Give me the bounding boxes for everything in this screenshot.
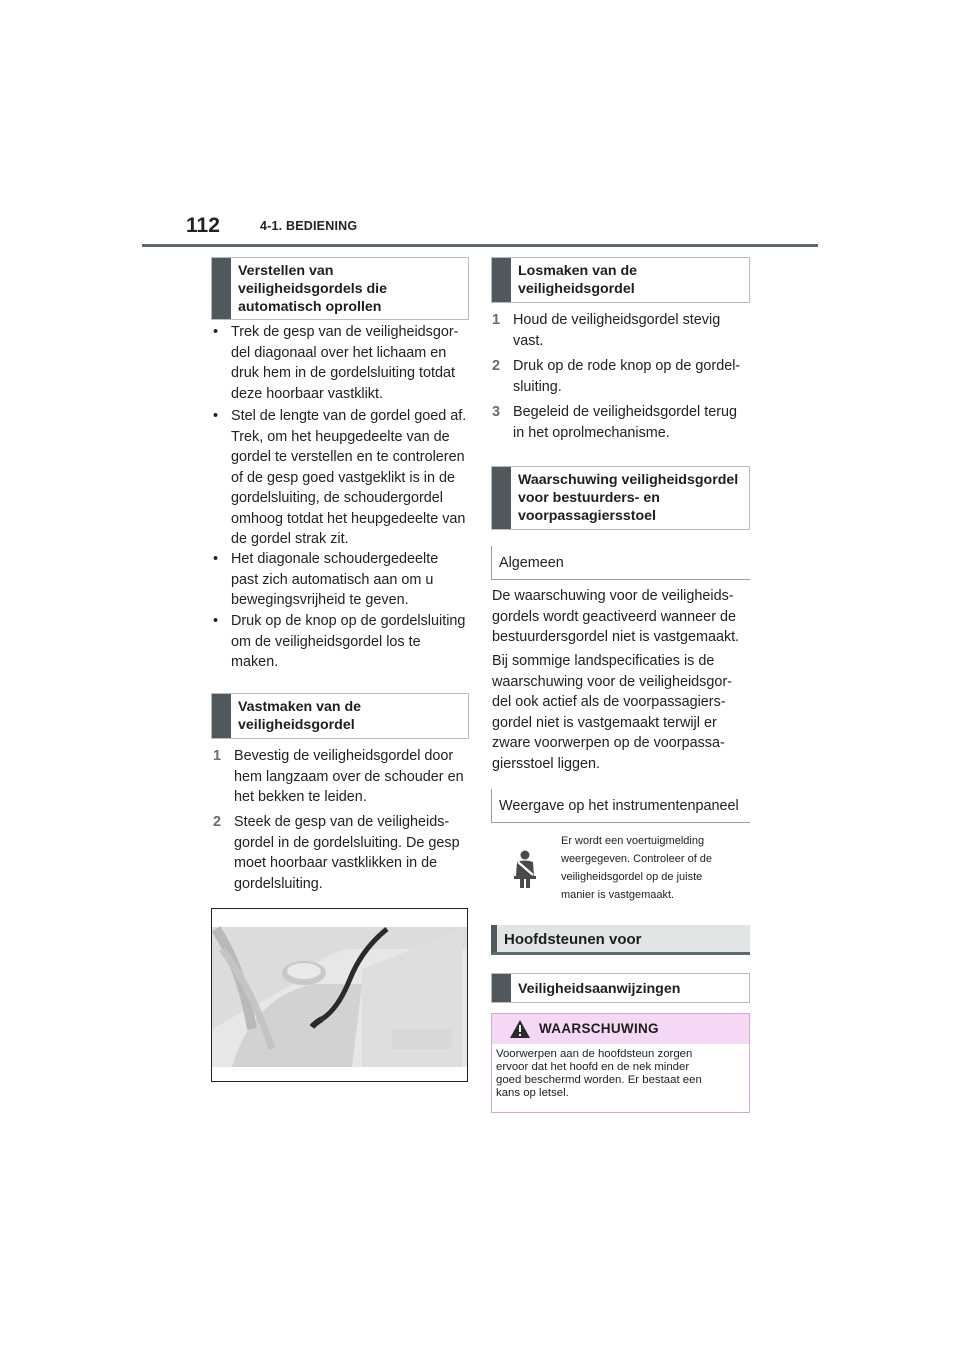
heading-belt-warning: [491, 466, 750, 530]
heading-line: automatisch oprollen: [238, 299, 382, 315]
heading-line: Vastmaken van de: [238, 699, 362, 715]
bullet-line: Stel de lengte van de gordel goed af.: [231, 408, 467, 424]
paragraph: [492, 586, 750, 648]
heading-release-belt: [491, 257, 750, 303]
warning-line: Voorwerpen aan de hoofdsteun zorgen: [496, 1048, 693, 1060]
heading-accent-bar: [492, 974, 511, 1002]
heading-line: veiligheidsgordel: [238, 717, 355, 733]
step-line: hem langzaam over de schouder en: [234, 768, 464, 785]
paragraph-line: Bij sommige landspecificaties is de: [492, 653, 715, 669]
header-divider: [142, 244, 818, 247]
step-line: in het oprolmechanisme.: [513, 424, 670, 441]
heading-safety-instructions: [491, 973, 750, 1003]
step-number: 1: [492, 312, 501, 328]
step-number: 3: [492, 404, 501, 420]
warning-line: kans op letsel.: [496, 1087, 569, 1099]
indicator-line: manier is vastgemaakt.: [561, 889, 675, 901]
heading-accent-bar: [492, 467, 511, 529]
paragraph-line: De waarschuwing voor de veiligheids-: [492, 588, 734, 604]
page-number: 112: [186, 214, 220, 237]
heading-line: Waarschuwing veiligheidsgordel: [518, 472, 739, 488]
bullet-line: Druk op de knop op de gordelsluiting: [231, 613, 466, 629]
section-title: 4-1. BEDIENING: [260, 219, 358, 233]
paragraph-line: waarschuwing voor de veiligheidsgor-: [492, 673, 732, 690]
heading-fasten-belt: [211, 693, 469, 739]
warning-header: [492, 1014, 749, 1044]
indicator-line: Er wordt een voertuigmelding: [561, 835, 705, 847]
step-line: moet hoorbaar vastklikken in de: [234, 855, 438, 871]
warning-triangle-icon: [509, 1019, 531, 1039]
warning-title: WAARSCHUWING: [539, 1021, 659, 1036]
step-line: het bekken te leiden.: [234, 789, 367, 805]
subheading-text: Algemeen: [499, 555, 564, 571]
heading-line: voor bestuurders- en: [518, 490, 660, 506]
paragraph-line: gordel niet is vastgemaakt terwijl er: [492, 714, 717, 731]
step-line: gordelsluiting.: [234, 875, 323, 892]
subheading-general: [491, 546, 750, 580]
step-line: sluiting.: [513, 378, 562, 395]
indicator-line: veiligheidsgordel op de juiste: [561, 871, 703, 883]
heading-line: veiligheidsgordels die: [238, 281, 388, 297]
step-line: Begeleid de veiligheidsgordel terug: [513, 404, 738, 420]
step-line: Steek de gesp van de veiligheids-: [234, 814, 450, 830]
bullet-line: de gordel strak zit.: [231, 531, 349, 547]
bullet-line: Trek de gesp van de veiligheidsgor-: [231, 324, 459, 340]
bullet-line: gordelsluiting, de schoudergordel: [231, 490, 444, 506]
heading-text: Veiligheidsaanwijzingen: [518, 981, 681, 997]
paragraph-line: bestuurdersgordel niet is vastgemaakt.: [492, 629, 740, 645]
heading-accent-bar: [212, 694, 231, 738]
indicator-line: weergegeven. Controleer of de: [561, 853, 713, 865]
heading-accent-bar: [491, 925, 497, 952]
seatbelt-warning-icon: [510, 850, 540, 890]
step-line: gordel in de gordelsluiting. De gesp: [234, 834, 460, 851]
heading-line: voorpassagiersstoel: [518, 508, 656, 524]
heading-line: Losmaken van de: [518, 263, 638, 279]
step-line: vast.: [513, 332, 544, 349]
step-line: Druk op de rode knop op de gordel-: [513, 358, 741, 374]
bullet-line: druk hem in de gordelsluiting totdat: [231, 365, 455, 381]
subheading-text: Weergave op het instrumentenpaneel: [499, 798, 739, 814]
seatbelt-illustration-drawing: [212, 909, 467, 1081]
paragraph: [492, 651, 750, 774]
bullet-line: gordel te verstellen en te controleren: [231, 449, 465, 465]
warning-callout: [491, 1013, 750, 1113]
paragraph-line: giersstoel liggen.: [492, 755, 600, 772]
bullet-line: del diagonaal over het lichaam en: [231, 344, 447, 361]
heading-accent-bar: [492, 258, 511, 302]
heading-line: Verstellen van: [238, 263, 334, 279]
warning-body: [496, 1048, 745, 1100]
bullet-line: Trek, om het heupgedeelte van de: [231, 428, 450, 445]
bullet-line: omhoog totdat het heupgedeelte van: [231, 510, 466, 527]
bullet-line: maken.: [231, 654, 279, 670]
step-number: 1: [213, 748, 222, 764]
bullet-line: past zich automatisch aan om u: [231, 571, 434, 588]
bullet-line: om de veiligheidsgordel los te: [231, 633, 421, 650]
heading-text: Hoofdsteunen voor: [504, 931, 642, 948]
step-number: 2: [213, 814, 222, 830]
heading-adjust-belts: [211, 257, 469, 320]
warning-line: ervoor dat het hoofd en de nek minder: [496, 1061, 690, 1073]
bullet-line: bewegingsvrijheid te geven.: [231, 592, 409, 608]
seatbelt-illustration: [211, 908, 468, 1082]
paragraph-line: del ook actief als de voorpassagiers-: [492, 694, 726, 710]
indicator-description: [561, 832, 751, 904]
warning-line: goed beschermd worden. Er bestaat een: [496, 1074, 702, 1086]
paragraph-line: gordels wordt geactiveerd wanneer de: [492, 608, 736, 625]
step-number: 2: [492, 358, 501, 374]
step-line: Bevestig de veiligheidsgordel door: [234, 748, 454, 764]
bullet-line: of de gesp goed vastgeklikt is in de: [231, 469, 455, 486]
paragraph-line: zware voorwerpen op de voorpassa-: [492, 735, 725, 751]
bullet-line: deze hoorbaar vastklikt.: [231, 385, 383, 402]
heading-accent-bar: [212, 258, 231, 319]
heading-line: veiligheidsgordel: [518, 281, 635, 297]
heading-headrests-front: [491, 925, 750, 955]
bullet-line: Het diagonale schoudergedeelte: [231, 551, 439, 567]
step-line: Houd de veiligheidsgordel stevig: [513, 312, 721, 328]
subheading-instrument-panel: [491, 789, 750, 823]
